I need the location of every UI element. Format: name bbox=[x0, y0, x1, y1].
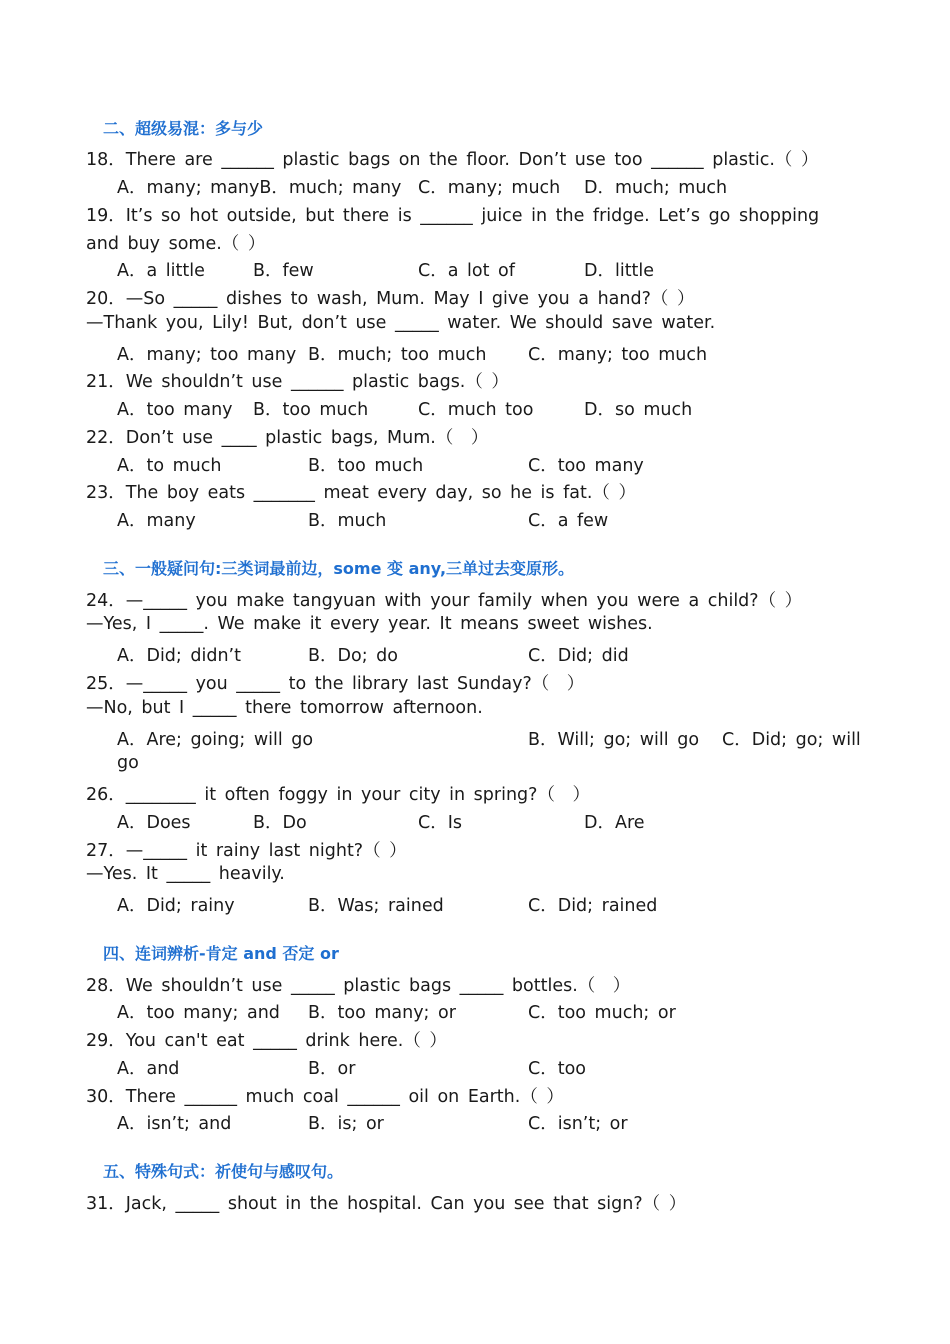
question-30-option-b: B．is; or bbox=[308, 1114, 384, 1134]
question-23-option-c: C．a few bbox=[528, 511, 609, 531]
question-25-stem-cont: —No, but I _____ there tomorrow afternoon. bbox=[86, 698, 483, 718]
question-26-option-a: A．Does bbox=[117, 813, 191, 833]
question-31-stem: 31．Jack, _____ shout in the hospital. Can you see that sign?（ ） bbox=[86, 1194, 687, 1214]
question-24-option-b: B．Do; do bbox=[308, 646, 398, 666]
question-20-option-c: C．many; too much bbox=[528, 345, 708, 365]
question-22-option-b: B．too much bbox=[308, 456, 424, 476]
question-19-option-b: B．few bbox=[253, 261, 314, 281]
question-30-option-a: A．isn’t; and bbox=[117, 1114, 232, 1134]
question-19-option-a: A．a little bbox=[117, 261, 205, 281]
section-heading-4: 四、连词辨析-肯定 and 否定 or bbox=[103, 944, 339, 963]
question-26-option-d: D．Are bbox=[584, 813, 645, 833]
question-30-option-c: C．isn’t; or bbox=[528, 1114, 628, 1134]
question-21-option-d: D．so much bbox=[584, 400, 693, 420]
question-26-stem: 26．________ it often foggy in your city in spring?（ ） bbox=[86, 785, 590, 805]
question-19-option-c: C．a lot of bbox=[418, 261, 515, 281]
section-heading-3: 三、一般疑问句:三类词最前边，some 变 any,三单过去变原形。 bbox=[103, 559, 575, 578]
question-25-stem: 25．—_____ you _____ to the library last Sunday?（ ） bbox=[86, 674, 585, 694]
question-29-option-a: A．and bbox=[117, 1059, 180, 1079]
question-24-option-c: C．Did; did bbox=[528, 646, 629, 666]
question-28-option-a: A．too many; and bbox=[117, 1003, 280, 1023]
question-19-stem-cont: and buy some.（ ） bbox=[86, 234, 266, 254]
question-22-option-a: A．to much bbox=[117, 456, 222, 476]
question-29-stem: 29．You can't eat _____ drink here.（ ） bbox=[86, 1031, 447, 1051]
question-28-option-b: B．too many; or bbox=[308, 1003, 456, 1023]
question-19-option-d: D．little bbox=[584, 261, 655, 281]
question-30-stem: 30．There ______ much coal ______ oil on Earth.（ ） bbox=[86, 1087, 564, 1107]
section-heading-5: 五、特殊句式：祈使句与感叹句。 bbox=[103, 1162, 344, 1181]
question-26-option-c: C．Is bbox=[418, 813, 462, 833]
question-27-stem: 27．—_____ it rainy last night?（ ） bbox=[86, 841, 407, 861]
question-20-stem-cont: —Thank you, Lily! But, don’t use _____ water. We should save water. bbox=[86, 313, 716, 333]
question-25-option-c-cont: go bbox=[117, 753, 139, 773]
question-29-option-b: B．or bbox=[308, 1059, 356, 1079]
question-18-option-c: C．many; much bbox=[418, 178, 561, 198]
question-24-stem: 24．—_____ you make tangyuan with your family when you were a child?（ ） bbox=[86, 591, 803, 611]
question-20-option-b: B．much; too much bbox=[308, 345, 487, 365]
question-22-option-c: C．too many bbox=[528, 456, 644, 476]
question-21-stem: 21．We shouldn’t use ______ plastic bags.（ ） bbox=[86, 372, 509, 392]
question-21-option-c: C．much too bbox=[418, 400, 534, 420]
question-18-option-ab: A．many; manyB．much; many bbox=[117, 178, 402, 198]
question-25-option-b: B．Will; go; will go bbox=[528, 730, 700, 750]
question-25-option-c: C．Did; go; will bbox=[722, 730, 861, 750]
question-24-option-a: A．Did; didn’t bbox=[117, 646, 241, 666]
question-20-option-a: A．many; too many bbox=[117, 345, 297, 365]
question-18-stem: 18．There are ______ plastic bags on the floor. Don’t use too ______ plastic.（ ） bbox=[86, 150, 819, 170]
question-23-stem: 23．The boy eats _______ meat every day, so he is fat.（ ） bbox=[86, 483, 636, 503]
question-27-stem-cont: —Yes. It _____ heavily. bbox=[86, 864, 285, 884]
question-23-option-b: B．much bbox=[308, 511, 387, 531]
question-29-option-c: C．too bbox=[528, 1059, 586, 1079]
section-heading-2: 二、超级易混：多与少 bbox=[103, 119, 264, 138]
question-24-stem-cont: —Yes, I _____. We make it every year. It means sweet wishes. bbox=[86, 614, 653, 634]
question-26-option-b: B．Do bbox=[253, 813, 307, 833]
question-27-option-c: C．Did; rained bbox=[528, 896, 658, 916]
question-23-option-a: A．many bbox=[117, 511, 196, 531]
question-19-stem: 19．It’s so hot outside, but there is ______ juice in the fridge. Let’s go shopping bbox=[86, 206, 820, 226]
question-18-option-d: D．much; much bbox=[584, 178, 728, 198]
question-25-option-a: A．Are; going; will go bbox=[117, 730, 314, 750]
question-27-option-a: A．Did; rainy bbox=[117, 896, 235, 916]
question-28-stem: 28．We shouldn’t use _____ plastic bags _____ bottles.（ ） bbox=[86, 976, 631, 996]
question-22-stem: 22．Don’t use ____ plastic bags, Mum.（ ） bbox=[86, 428, 489, 448]
question-21-option-b: B．too much bbox=[253, 400, 369, 420]
question-21-option-a: A．too many bbox=[117, 400, 233, 420]
question-28-option-c: C．too much; or bbox=[528, 1003, 676, 1023]
question-20-stem: 20．—So _____ dishes to wash, Mum. May I give you a hand?（ ） bbox=[86, 289, 695, 309]
question-27-option-b: B．Was; rained bbox=[308, 896, 444, 916]
